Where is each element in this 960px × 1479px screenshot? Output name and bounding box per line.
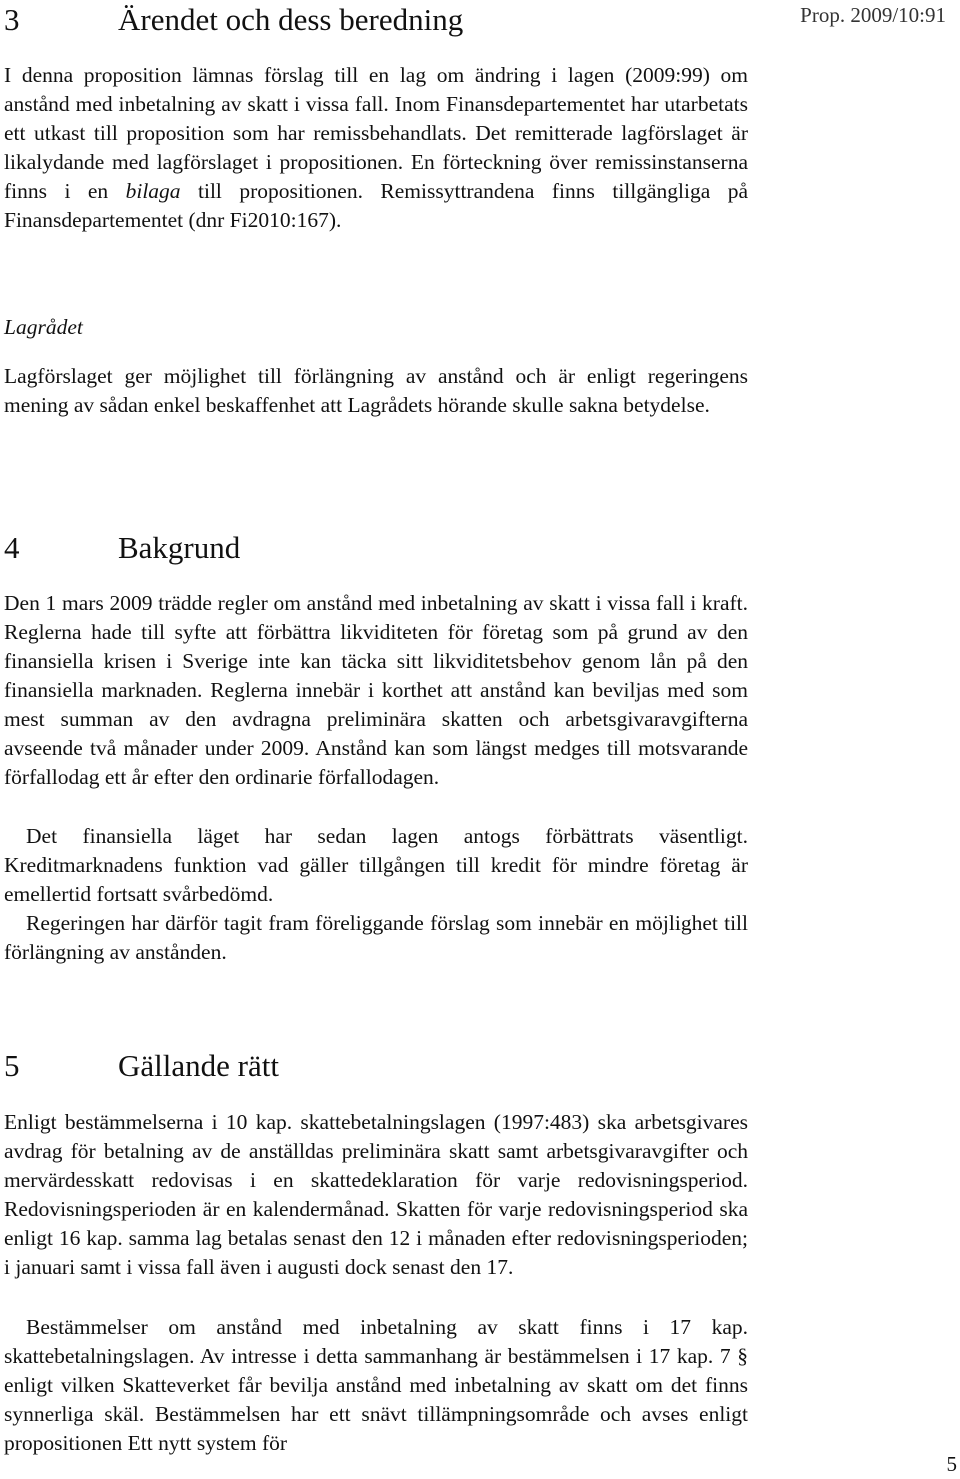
section-4-paragraph-3: Regeringen har därför tagit fram föreliggande förslag som innebär en möjlighet till förlängning av anstånden. [4, 911, 748, 964]
section-4-paragraph-2: Det finansiella läget har sedan lagen antogs förbättrats väsentligt. Kreditmarknadens funktion vad gäller tillgången till kredit för mindre företag är emellertid fortsatt svårbedömd. [4, 824, 748, 906]
section-4-number: 4 [4, 530, 20, 565]
page-number: 5 [946, 1452, 957, 1476]
section-3-paragraph-1-tail: till propositionen. Remissyttrandena finns tillgängliga på Finansdepartementet (dnr Fi2010:167). [4, 179, 749, 232]
section-3-title: Ärendet och dess beredning [118, 2, 464, 37]
section-3-paragraph-1-text: I denna proposition lämnas förslag till en lag om ändring i lagen (2009:99) om anstånd med inbetalning av skatt i vissa fall. Inom Finansdepartementet har utarbetats ett utkast till proposition som har remissbehandlats. Det remitterade lagförslaget är likalydande med lagförslaget i propositionen. En förteckning över remissinstanserna finns i en [4, 63, 748, 203]
section-4-title: Bakgrund [118, 530, 241, 565]
section-5-title: Gällande rätt [118, 1048, 279, 1083]
bilaga-emphasis: bilaga [125, 179, 181, 203]
section-4-heading [4, 532, 240, 563]
section-5-number: 5 [4, 1048, 20, 1083]
section-3-paragraph-2: Lagförslaget ger möjlighet till förlängning av anstånd och är enligt regeringens mening av sådan enkel beskaffenhet att Lagrådets hörande skulle sakna betydelse. [4, 364, 748, 417]
section-5-heading [4, 1050, 279, 1081]
section-3-heading [4, 4, 463, 35]
section-3-paragraph-1 [4, 61, 748, 235]
lagradet-subheading: Lagrådet [4, 315, 83, 339]
section-4-paragraph-1: Den 1 mars 2009 trädde regler om anstånd med inbetalning av skatt i vissa fall i kraft. Reglerna hade till syfte att förbättra likviditeten för företag som på grund av den finansiella krisen i Sverige inte kan täcka sitt likviditetsbehov genom lån på den finansiella marknaden. Reglerna innebär i korthet att anstånd kan beviljas med som mest summan av den avdragna preliminära skatten och arbetsgivaravgifterna avseende två månader under 2009. Anstånd kan som längst medges till motsvarande förfallodag ett år efter den ordinarie förfallodagen. [4, 591, 748, 789]
section-5-paragraph-2: Bestämmelser om anstånd med inbetalning av skatt finns i 17 kap. skattebetalningslagen. Av intresse i detta sammanhang är bestämmelsen i 17 kap. 7 § enligt vilken Skatteverket får bevilja anstånd med inbetalning av skatt om det finns synnerliga skäl. Bestämmelsen har ett snävt tillämpningsområde och avses enligt propositionen Ett nytt system för [4, 1315, 748, 1455]
running-header: Prop. 2009/10:91 [800, 3, 946, 27]
section-3-number: 3 [4, 2, 20, 37]
section-5-paragraph-1: Enligt bestämmelserna i 10 kap. skattebetalningslagen (1997:483) ska arbetsgivares avdrag för betalning av de anställdas preliminära skatt samt arbetsgivaravgifter och mervärdesskatt redovisas i en skattedeklaration för varje redovisningsperiod. Redovisningsperioden är en kalendermånad. Skatten för varje redovisningsperiod ska enligt 16 kap. samma lag betalas senast den 12 i månaden efter redovisningsperioden; i januari samt i vissa fall även i augusti dock senast den 17. [4, 1110, 748, 1279]
